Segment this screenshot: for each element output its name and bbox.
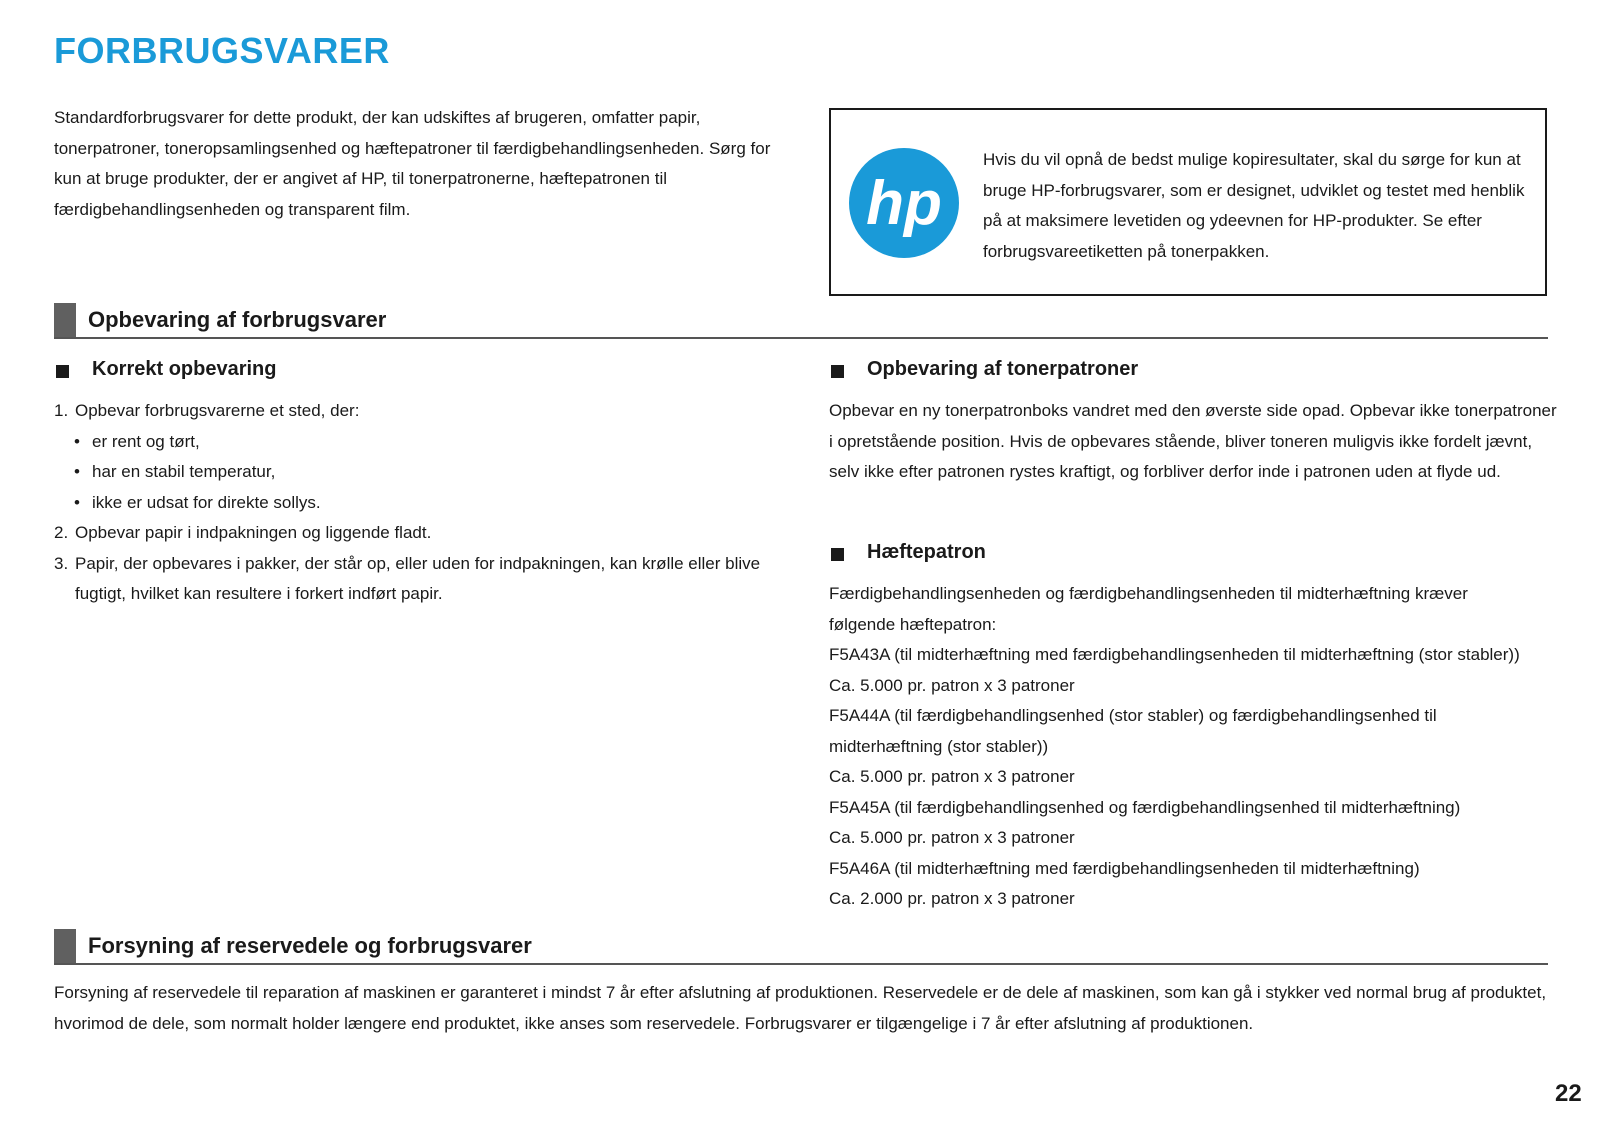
section-marker	[54, 929, 76, 963]
bullet-icon: •	[74, 492, 80, 512]
list-item	[54, 518, 774, 549]
list-number: 3.	[54, 553, 69, 573]
section-title-supply: Forsyning af reservedele og forbrugsvarer	[88, 933, 532, 958]
hp-logo-icon	[849, 148, 959, 258]
list-item	[54, 549, 774, 610]
staple-line: F5A44A (til færdigbehandlingsenhed (stor stabler) og færdigbehandlingsenhed til	[829, 706, 1437, 725]
page-title: FORBRUGSVARER	[54, 30, 390, 71]
list-item	[54, 396, 774, 427]
bullet-icon: •	[74, 431, 80, 451]
bullet-item	[54, 488, 774, 519]
staple-line: F5A46A (til midterhæftning med færdigbehandlingsenheden til midterhæftning)	[829, 858, 1420, 878]
staple-line: Færdigbehandlingsenheden og færdigbehandlingsenheden til midterhæftning kræver	[829, 584, 1468, 603]
staple-line: F5A43A (til midterhæftning med færdigbehandlingsenheden til midterhæftning (stor stabler))	[829, 645, 1520, 664]
list-number: 1.	[54, 401, 69, 420]
list-number: 2.	[54, 523, 69, 542]
square-bullet-icon	[831, 548, 844, 561]
bullet-item	[54, 427, 774, 458]
bullet-icon: •	[74, 462, 80, 481]
list-item-text: Opbevar forbrugsvarerne et sted, der:	[75, 401, 360, 420]
list-item-text: Papir, der opbevares i pakker, der står op, eller uden for indpakningen, kan krølle eller blive fugtigt, hvilket kan resultere i forkert indført papir.	[75, 553, 761, 603]
staple-line: Ca. 5.000 pr. patron x 3 patroner	[829, 828, 1075, 847]
section-header-supply	[54, 929, 1548, 965]
square-bullet-icon	[831, 365, 844, 378]
staple-line: Ca. 5.000 pr. patron x 3 patroner	[829, 767, 1075, 786]
toner-storage-text: Opbevar en ny tonerpatronboks vandret med den øverste side opad. Opbevar ikke tonerpatroner i opretstående position. Hvis de opbevares stående, bliver toneren muligvis ikke fordelt jævnt, selv ikke efter patronen rystes kraftigt, og forbliver derfor inde i patronen uden at flyde ud.	[829, 401, 1557, 481]
staple-line: Ca. 5.000 pr. patron x 3 patroner	[829, 675, 1075, 695]
bullet-text: er rent og tørt,	[92, 431, 200, 451]
staple-line: midterhæftning (stor stabler))	[829, 736, 1049, 756]
subheading-title: Opbevaring af tonerpatroner	[867, 358, 1139, 380]
section-title-storage: Opbevaring af forbrugsvarer	[88, 307, 387, 332]
subheading-title: Hæftepatron	[867, 541, 986, 563]
bullet-text: ikke er udsat for direkte sollys.	[92, 492, 321, 512]
square-bullet-icon	[56, 365, 69, 378]
hp-info-box	[829, 108, 1547, 296]
staple-line: Ca. 2.000 pr. patron x 3 patroner	[829, 889, 1075, 908]
subheading-title: Korrekt opbevaring	[92, 358, 277, 380]
intro-paragraph: Standardforbrugsvarer for dette produkt, der kan udskiftes af brugeren, omfatter papir, tonerpatroner, toneropsamlingsenhed og hæftepatroner til færdigbehandlingsenheden. Sørg for kun at bruge produkter, der er angivet af HP, til tonerpatronerne, hæftepatronen til færdigbehandlingsenheden og transparent film.	[54, 108, 771, 219]
correct-storage-list	[54, 396, 774, 610]
staple-line: F5A45A (til færdigbehandlingsenhed og færdigbehandlingsenhed til midterhæftning)	[829, 797, 1461, 817]
list-item-text: Opbevar papir i indpakningen og liggende fladt.	[75, 523, 432, 542]
hp-logo-text: hp	[866, 169, 942, 238]
staple-line: følgende hæftepatron:	[829, 614, 997, 634]
bullet-item	[54, 457, 774, 488]
supply-paragraph: Forsyning af reservedele til reparation af maskinen er garanteret i mindst 7 år efter afslutning af produktionen. Reservedele er de dele af maskinen, som kan gå i stykker ved normal brug af produktet, hvorimod de dele, som normalt holder længere end produktet, ikke anses som reservedele. Forbrugsvarer er tilgængelige i 7 år efter afslutning af produktionen.	[54, 983, 1547, 1033]
staple-cartridge-details	[829, 579, 1559, 915]
hp-box-text: Hvis du vil opnå de bedst mulige kopiresultater, skal du sørge for kun at bruge HP-forbrugsvarer, som er designet, udviklet og testet med henblik på at maksimere levetiden og ydeevnen for HP-produkter. Se efter forbrugsvareetiketten på tonerpakken.	[983, 150, 1525, 261]
bullet-text: har en stabil temperatur,	[92, 462, 276, 481]
section-header-storage	[54, 303, 1548, 339]
page-number: 22	[1555, 1080, 1582, 1107]
section-marker	[54, 303, 76, 337]
